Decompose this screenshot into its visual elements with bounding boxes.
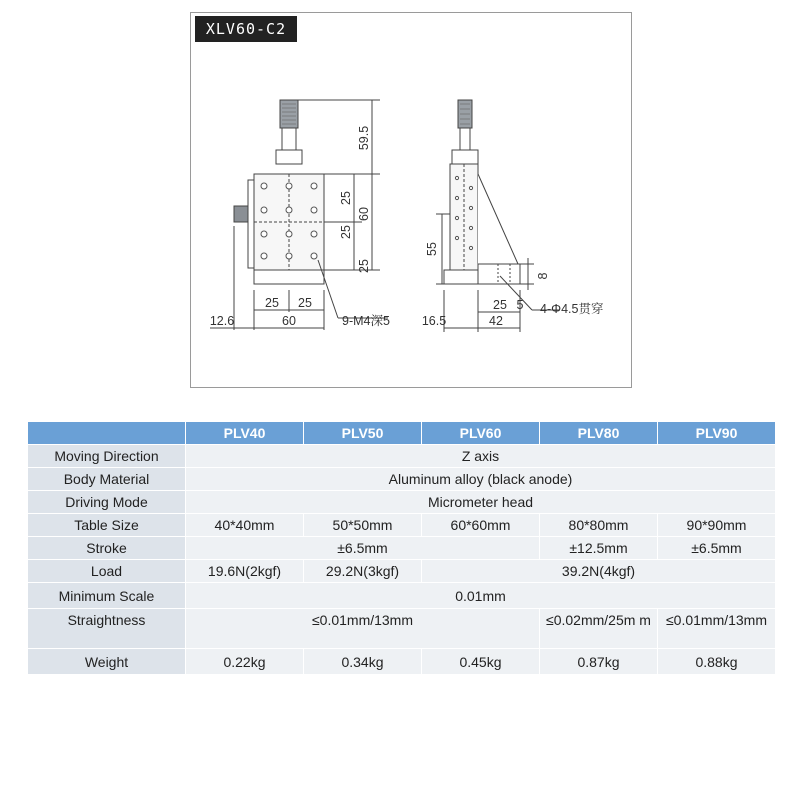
cell-stroke-plv80: ±12.5mm	[540, 537, 658, 560]
cell-table-size-plv50: 50*50mm	[304, 514, 422, 537]
row-label-moving-direction: Moving Direction	[28, 445, 186, 468]
dim-25-bottom-left: 25	[265, 296, 279, 310]
cell-table-size-plv60: 60*60mm	[422, 514, 540, 537]
cell-table-size-plv40: 40*40mm	[186, 514, 304, 537]
cell-weight-plv50: 0.34kg	[304, 649, 422, 675]
cell-driving-mode: Micrometer head	[186, 491, 776, 514]
header-plv90: PLV90	[658, 422, 776, 445]
cell-moving-direction: Z axis	[186, 445, 776, 468]
cell-table-size-plv80: 80*80mm	[540, 514, 658, 537]
cell-minimum-scale: 0.01mm	[186, 583, 776, 609]
header-plv50: PLV50	[304, 422, 422, 445]
dim-55: 55	[425, 242, 439, 256]
table-row	[28, 491, 776, 514]
table-header-row	[28, 422, 776, 445]
row-label-body-material: Body Material	[28, 468, 186, 491]
spec-table	[27, 421, 776, 675]
cell-weight-plv40: 0.22kg	[186, 649, 304, 675]
table-row	[28, 468, 776, 491]
row-label-stroke: Stroke	[28, 537, 186, 560]
dim-16-5: 16.5	[421, 314, 447, 328]
hole-note: 4-Φ4.5贯穿	[540, 302, 604, 316]
cell-stroke-plv40-60: ±6.5mm	[186, 537, 540, 560]
header-plv60: PLV60	[422, 422, 540, 445]
dim-60-horizontal: 60	[282, 314, 296, 328]
table-row	[28, 445, 776, 468]
table-row	[28, 609, 776, 649]
table-row	[28, 537, 776, 560]
dim-25-bottom: 25	[357, 259, 371, 273]
model-label: XLV60-C2	[195, 16, 297, 42]
cell-weight-plv60: 0.45kg	[422, 649, 540, 675]
dim-60-vertical: 60	[357, 207, 371, 221]
row-label-driving-mode: Driving Mode	[28, 491, 186, 514]
dim-25-side: 25	[493, 298, 507, 312]
cell-load-plv60-90: 39.2N(4kgf)	[422, 560, 776, 583]
cell-straightness-plv90: ≤0.01mm/13mm	[658, 609, 776, 649]
cell-straightness-plv40-60: ≤0.01mm/13mm	[186, 609, 540, 649]
cell-straightness-plv80: ≤0.02mm/25m m	[540, 609, 658, 649]
row-label-straightness: Straightness	[28, 609, 186, 649]
dim-25-upper: 25	[339, 191, 353, 205]
row-label-load: Load	[28, 560, 186, 583]
dim-59-5: 59.5	[357, 125, 371, 151]
table-row	[28, 514, 776, 537]
row-label-minimum-scale: Minimum Scale	[28, 583, 186, 609]
row-label-table-size: Table Size	[28, 514, 186, 537]
table-row	[28, 649, 776, 675]
cell-table-size-plv90: 90*90mm	[658, 514, 776, 537]
table-row	[28, 583, 776, 609]
dim-25-middle: 25	[339, 225, 353, 239]
header-plv80: PLV80	[540, 422, 658, 445]
table-row	[28, 560, 776, 583]
dim-42: 42	[489, 314, 503, 328]
row-label-weight: Weight	[28, 649, 186, 675]
header-plv40: PLV40	[186, 422, 304, 445]
thread-note: 9-M4深5	[342, 314, 390, 328]
header-blank	[28, 422, 186, 445]
dim-25-bottom-right: 25	[298, 296, 312, 310]
dim-8: 8	[536, 272, 550, 280]
dim-12-6: 12.6	[209, 314, 235, 328]
cell-load-plv50: 29.2N(3kgf)	[304, 560, 422, 583]
cell-weight-plv90: 0.88kg	[658, 649, 776, 675]
cell-body-material: Aluminum alloy (black anode)	[186, 468, 776, 491]
cell-stroke-plv90: ±6.5mm	[658, 537, 776, 560]
cell-load-plv40: 19.6N(2kgf)	[186, 560, 304, 583]
dim-5-side: 5	[516, 298, 524, 312]
cell-weight-plv80: 0.87kg	[540, 649, 658, 675]
